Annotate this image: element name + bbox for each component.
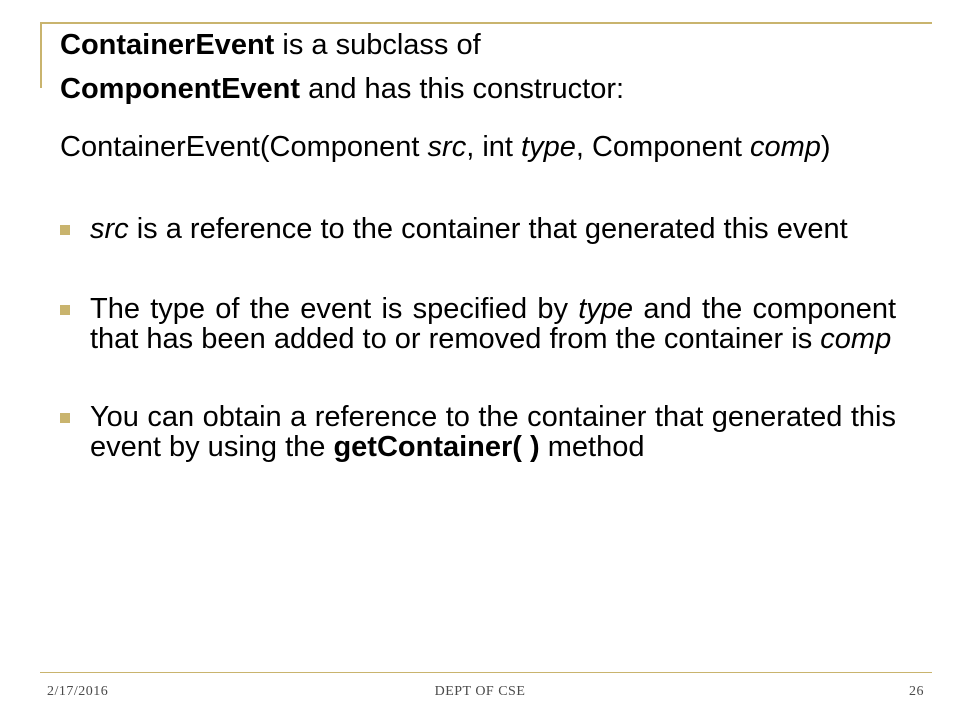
top-rule — [40, 22, 932, 24]
square-bullet-icon — [60, 305, 70, 315]
bullet-item-src: src is a reference to the container that generated this event — [60, 214, 896, 244]
class-name-containerevent: ContainerEvent — [60, 29, 275, 61]
footer-date: 2/17/2016 — [47, 684, 109, 699]
bullet-item-type: The type of the event is specified by type and the component that has been added to or removed from the container is comp — [60, 294, 896, 354]
slide-content — [60, 30, 896, 462]
intro-line-2: ComponentEvent and has this constructor: — [60, 73, 625, 105]
footer-rule — [40, 672, 932, 673]
class-name-componentevent: ComponentEvent — [60, 73, 301, 105]
bullet-item-getcontainer: You can obtain a reference to the container that generated this event by using the getContainer( ) method — [60, 402, 896, 462]
left-rule — [40, 22, 42, 88]
footer-department: DEPT OF CSE — [434, 684, 526, 699]
square-bullet-icon — [60, 413, 70, 423]
method-name-getcontainer: getContainer( ) — [333, 431, 540, 463]
intro-line-1: ContainerEvent is a subclass of — [60, 29, 481, 61]
square-bullet-icon — [60, 225, 70, 235]
bullet-list — [60, 214, 896, 462]
footer-page-number: 26 — [909, 684, 924, 699]
constructor-signature: ContainerEvent(Component src, int type, Component comp) — [60, 131, 831, 163]
